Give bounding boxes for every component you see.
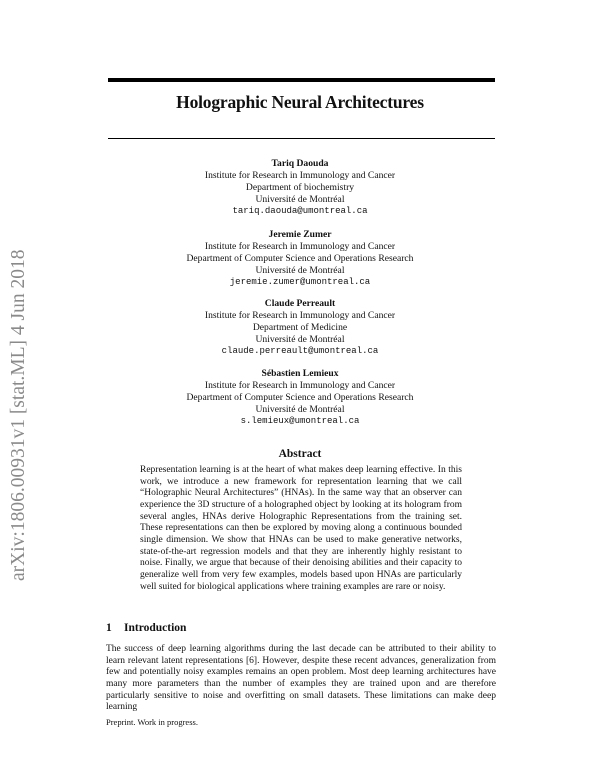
author-email: s.lemieux@umontreal.ca xyxy=(240,415,360,426)
author-affiliation: Department of Computer Science and Operations Research xyxy=(186,391,414,403)
author-affiliation: Université de Montréal xyxy=(255,264,345,276)
author-email: tariq.daouda@umontreal.ca xyxy=(232,205,368,216)
author-affiliation: Institute for Research in Immunology and Cancer xyxy=(204,240,396,252)
abstract-heading: Abstract xyxy=(278,448,322,460)
paper-title: Holographic Neural Architectures xyxy=(176,92,424,112)
author-affiliation: Institute for Research in Immunology and Cancer xyxy=(204,169,396,181)
author-name: Tariq Daouda xyxy=(271,158,329,169)
author-name: Jeremie Zumer xyxy=(268,229,332,240)
section-title: Introduction xyxy=(124,622,187,634)
intro-paragraph: The success of deep learning algorithms during the last decade can be attributed to their ability to learn relevant latent representations [6]. However, despite these recent advances, generalization from few and potentially noisy examples remains an open problem. Most deep learning architectures have many more parameters than the number of examples they are trained upon and are therefore particularly sensitive to noise and overfitting on small datasets. These limitations can make deep learning xyxy=(106,644,496,713)
author-affiliation: Université de Montréal xyxy=(255,333,345,345)
author-block xyxy=(0,229,600,289)
section-number: 1 xyxy=(106,622,112,634)
abstract-text: Representation learning is at the heart of what makes deep learning effective. In this work, we introduce a new framework for representation learning that we call “Holographic Neural Architectures” (HNAs). In the same way that an observer can experience the 3D structure of a holographed object by looking at its hologram from several angles, HNAs derive Holographic Representations from the training set. These representations can then be explored by moving along a continuous bounded single dimension. We show that HNAs can be used to make generative networks, state-of-the-art regression models and that they are inherently highly resistant to noise. Finally, we argue that because of their denoising abilities and their capacity to generalize well from very few examples, models based upon HNAs are particularly well suited for biological applications where training examples are rare or noisy. xyxy=(140,465,462,592)
title-rule-top xyxy=(108,78,495,82)
author-affiliation: Department of Medicine xyxy=(252,321,348,333)
author-name: Claude Perreault xyxy=(264,298,336,309)
author-name: Sébastien Lemieux xyxy=(261,368,339,379)
arxiv-sidebar-id: arXiv:1806.00931v1 [stat.ML] 4 Jun 2018 xyxy=(8,249,29,581)
author-affiliation: Department of biochemistry xyxy=(245,181,355,193)
author-affiliation: Université de Montréal xyxy=(255,193,345,205)
author-affiliation: Université de Montréal xyxy=(255,403,345,415)
author-affiliation: Institute for Research in Immunology and Cancer xyxy=(204,379,396,391)
author-block xyxy=(0,368,600,428)
author-email: claude.perreault@umontreal.ca xyxy=(221,345,379,356)
author-affiliation: Department of Computer Science and Operations Research xyxy=(186,252,414,264)
author-block xyxy=(0,298,600,358)
title-rule-bottom xyxy=(108,138,495,139)
section-heading xyxy=(106,622,186,634)
author-email: jeremie.zumer@umontreal.ca xyxy=(229,276,371,287)
author-block xyxy=(0,158,600,218)
author-affiliation: Institute for Research in Immunology and Cancer xyxy=(204,309,396,321)
preprint-footer: Preprint. Work in progress. xyxy=(106,717,198,727)
